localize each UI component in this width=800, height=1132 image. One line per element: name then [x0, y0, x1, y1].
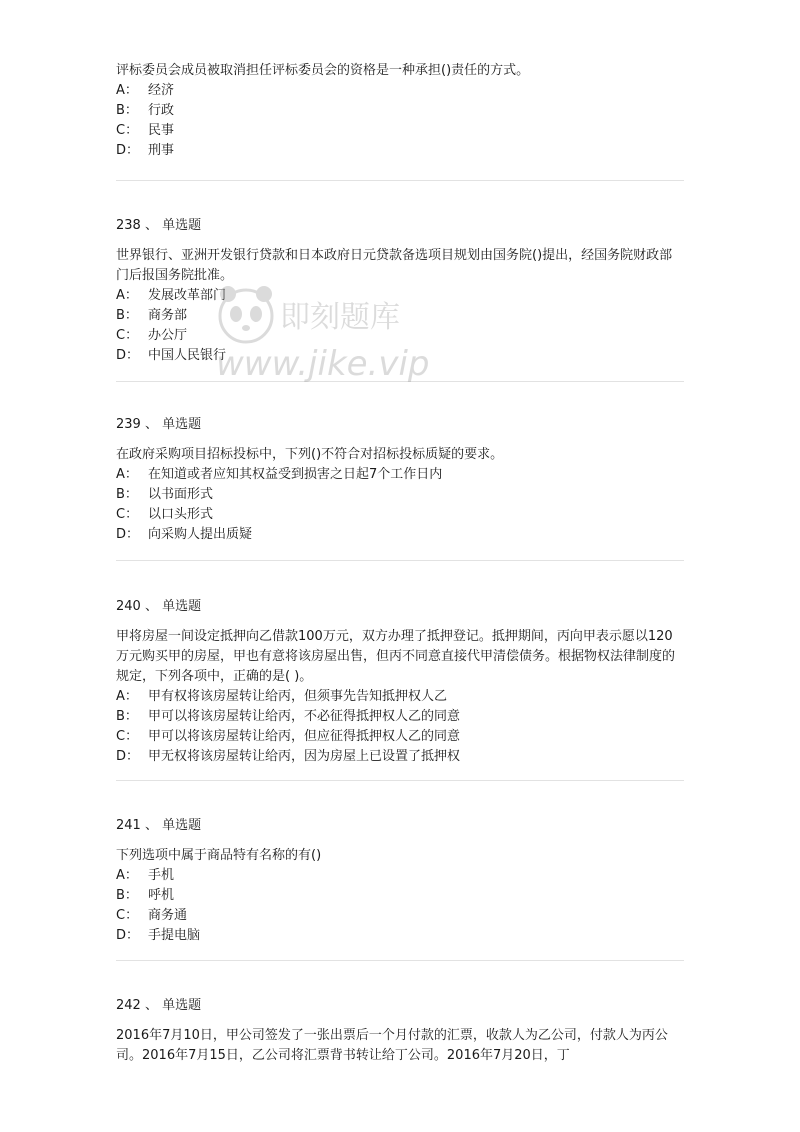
option-key: A：: [116, 868, 138, 883]
option-text: 在知道或者应知其权益受到损害之日起7个工作日内: [148, 467, 443, 482]
option-text: 发展改革部门: [148, 288, 227, 303]
question-239: [116, 415, 684, 545]
option-key: B：: [116, 103, 138, 118]
option-key: C：: [116, 123, 139, 138]
option-a: [116, 687, 684, 707]
question-stem: 评标委员会成员被取消担任评标委员会的资格是一种承担()责任的方式。: [116, 63, 530, 78]
option-text: 手提电脑: [148, 928, 201, 943]
question-stem: 2016年7月10日，甲公司签发了一张出票后一个月付款的汇票，收款人为乙公司，付款人为丙公司。2016年7月15日，乙公司将汇票背书转让给丁公司。2016年7月20日，丁: [116, 1028, 668, 1063]
question-stem: 下列选项中属于商品特有名称的有(): [116, 848, 322, 863]
option-c: [116, 121, 684, 141]
option-key: A：: [116, 288, 138, 303]
question-242: [116, 996, 684, 1066]
option-key: B：: [116, 308, 138, 323]
option-text: 甲可以将该房屋转让给丙，但应征得抵押权人乙的同意: [148, 729, 461, 744]
watermark-url: www.jike.vip: [216, 344, 430, 384]
option-b: [116, 886, 684, 906]
option-text: 刑事: [148, 143, 175, 158]
question-divider: [116, 560, 684, 561]
option-d: [116, 926, 684, 946]
question-stem: 甲将房屋一间设定抵押向乙借款100万元，双方办理了抵押登记。抵押期间，丙向甲表示愿以120万元购买甲的房屋，甲也有意将该房屋出售，但丙不同意直接代甲清偿债务。根据物权法律制度的规定，下列各项中，正确的是( )。: [116, 629, 676, 684]
question-header: 240 、 单选题: [116, 599, 202, 614]
option-a: [116, 81, 684, 101]
question-header: 238 、 单选题: [116, 218, 202, 233]
option-d: [116, 346, 684, 366]
option-c: [116, 727, 684, 747]
question-241: [116, 816, 684, 946]
option-text: 办公厅: [148, 328, 188, 343]
option-text: 商务部: [148, 308, 188, 323]
option-text: 以口头形式: [148, 507, 214, 522]
question-240: [116, 597, 684, 767]
option-b: [116, 306, 684, 326]
option-a: [116, 465, 684, 485]
watermark-brand: 即刻题库: [280, 300, 400, 335]
option-b: [116, 485, 684, 505]
question-237: [116, 61, 684, 161]
option-a: [116, 866, 684, 886]
option-text: 呼机: [148, 888, 175, 903]
question-divider: [116, 381, 684, 382]
option-key: D：: [116, 143, 140, 158]
question-stem: 在政府采购项目招标投标中，下列()不符合对招标投标质疑的要求。: [116, 447, 504, 462]
option-key: B：: [116, 888, 138, 903]
option-b: [116, 707, 684, 727]
question-stem: 世界银行、亚洲开发银行贷款和日本政府日元贷款备选项目规划由国务院()提出，经国务院财政部门后报国务院批准。: [116, 248, 673, 283]
question-header: 241 、 单选题: [116, 818, 202, 833]
option-d: [116, 525, 684, 545]
option-text: 中国人民银行: [148, 348, 227, 363]
option-key: A：: [116, 689, 138, 704]
option-text: 以书面形式: [148, 487, 214, 502]
option-key: D：: [116, 348, 140, 363]
option-key: D：: [116, 749, 140, 764]
option-key: D：: [116, 928, 140, 943]
option-c: [116, 906, 684, 926]
option-d: [116, 747, 684, 767]
option-a: [116, 286, 684, 306]
option-text: 向采购人提出质疑: [148, 527, 253, 542]
option-key: C：: [116, 328, 139, 343]
option-text: 经济: [148, 83, 175, 98]
option-key: D：: [116, 527, 140, 542]
option-c: [116, 505, 684, 525]
option-text: 商务通: [148, 908, 188, 923]
option-d: [116, 141, 684, 161]
option-key: B：: [116, 487, 138, 502]
option-text: 民事: [148, 123, 175, 138]
option-text: 行政: [148, 103, 175, 118]
question-238: [116, 216, 684, 366]
option-key: C：: [116, 908, 139, 923]
question-divider: [116, 960, 684, 961]
option-text: 甲无权将该房屋转让给丙，因为房屋上已设置了抵押权: [148, 749, 461, 764]
question-divider: [116, 780, 684, 781]
question-header: 242 、 单选题: [116, 998, 202, 1013]
question-divider: [116, 180, 684, 181]
option-key: A：: [116, 467, 138, 482]
option-key: B：: [116, 709, 138, 724]
option-text: 甲可以将该房屋转让给丙，不必征得抵押权人乙的同意: [148, 709, 461, 724]
option-text: 甲有权将该房屋转让给丙，但须事先告知抵押权人乙: [148, 689, 448, 704]
option-text: 手机: [148, 868, 175, 883]
option-key: A：: [116, 83, 138, 98]
question-header: 239 、 单选题: [116, 417, 202, 432]
option-c: [116, 326, 684, 346]
option-key: C：: [116, 729, 139, 744]
option-b: [116, 101, 684, 121]
option-key: C：: [116, 507, 139, 522]
